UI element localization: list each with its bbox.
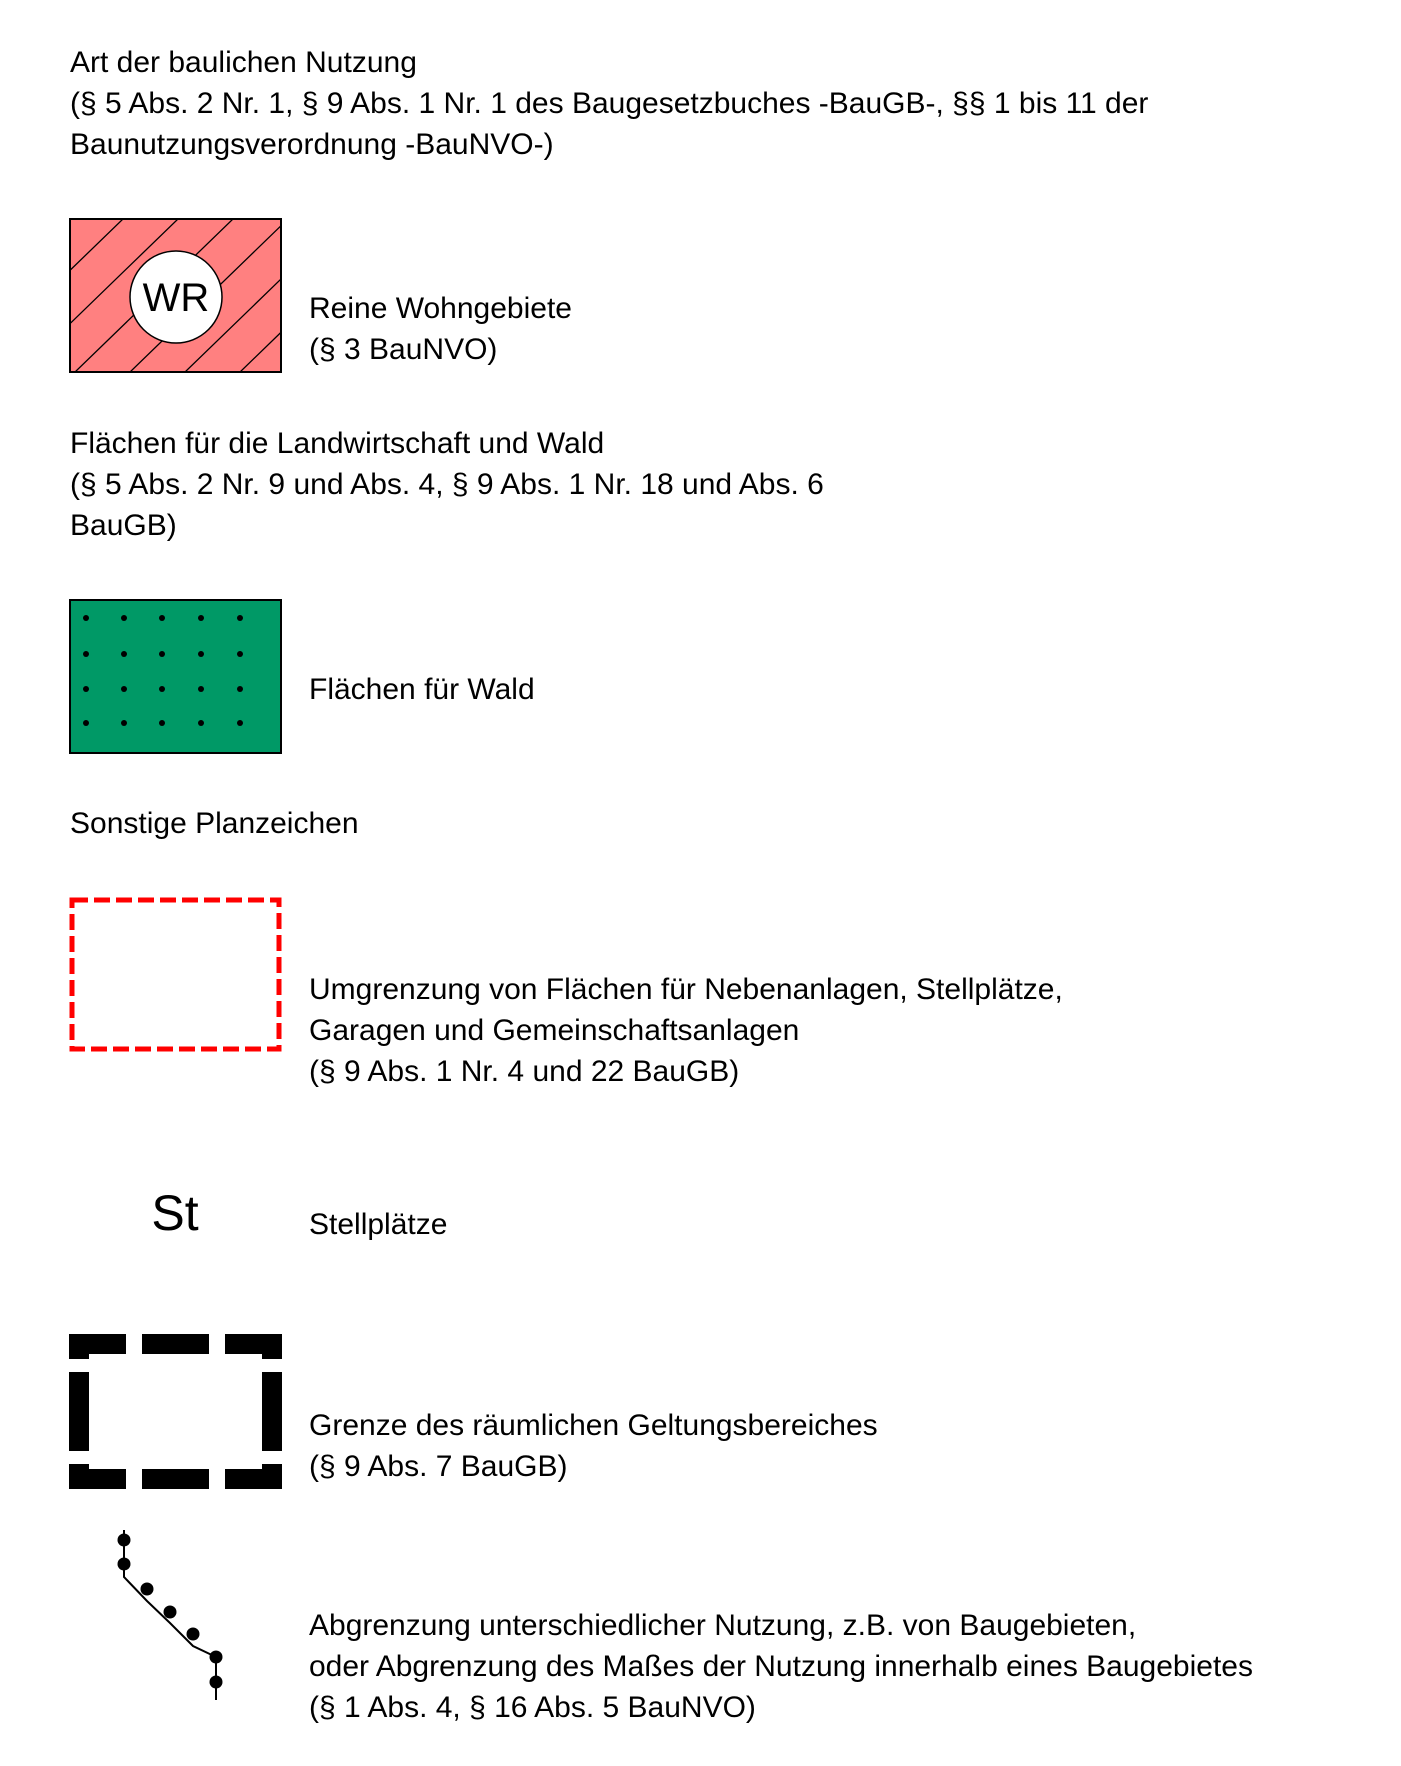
wald-fill	[70, 600, 281, 753]
wald-dot	[198, 720, 204, 726]
wr-label: Reine Wohngebiete	[309, 292, 572, 325]
wald-dot	[198, 686, 204, 692]
nebenanlagen-label-1: Umgrenzung von Flächen für Nebenanlagen, Stellplätze,	[309, 973, 1063, 1006]
wald-dot	[159, 686, 165, 692]
abgrenzung-symbol	[100, 1530, 230, 1700]
wald-dot	[237, 651, 243, 657]
wald-dot	[121, 686, 127, 692]
abgrenzung-label-2: oder Abgrenzung des Maßes der Nutzung innerhalb eines Baugebietes	[309, 1650, 1253, 1683]
wr-symbol-label: WR	[142, 276, 210, 320]
wald-dot	[159, 651, 165, 657]
abgrenzung-label-1: Abgrenzung unterschiedlicher Nutzung, z.B. von Baugebieten,	[309, 1609, 1137, 1642]
wald-dot	[83, 720, 89, 726]
wald-dot	[159, 615, 165, 621]
wald-dot	[83, 686, 89, 692]
section-heading-landwirtschaft: Flächen für die Landwirtschaft und Wald	[70, 427, 605, 460]
wr-reference: (§ 3 BauNVO)	[309, 333, 498, 366]
section-reference-landwirtschaft-2: BauGB)	[70, 509, 177, 542]
wald-dot	[237, 615, 243, 621]
wald-dot	[83, 615, 89, 621]
nebenanlagen-symbol	[69, 897, 282, 1052]
section-heading-sonstige: Sonstige Planzeichen	[70, 807, 359, 840]
wald-dot	[159, 720, 165, 726]
geltungsbereich-reference: (§ 9 Abs. 7 BauGB)	[309, 1450, 568, 1483]
abgrenzung-reference: (§ 1 Abs. 4, § 16 Abs. 5 BauNVO)	[309, 1691, 756, 1724]
section-reference-nutzung-2: Baunutzungsverordnung -BauNVO-)	[70, 128, 554, 161]
wald-dot	[198, 615, 204, 621]
geltungsbereich-symbol	[69, 1334, 282, 1489]
wr-symbol	[69, 218, 282, 373]
stellplaetze-symbol	[140, 1180, 210, 1240]
nebenanlagen-border	[72, 900, 279, 1049]
wald-dot	[237, 720, 243, 726]
stellplaetze-label: Stellplätze	[309, 1208, 448, 1241]
section-reference-nutzung-1: (§ 5 Abs. 2 Nr. 1, § 9 Abs. 1 Nr. 1 des Baugesetzbuches -BauGB-, §§ 1 bis 11 der	[70, 87, 1149, 120]
nebenanlagen-label-2: Garagen und Gemeinschaftsanlagen	[309, 1014, 800, 1047]
section-reference-landwirtschaft-1: (§ 5 Abs. 2 Nr. 9 und Abs. 4, § 9 Abs. 1 Nr. 18 und Abs. 6	[70, 468, 824, 501]
wald-dot	[121, 615, 127, 621]
wald-label: Flächen für Wald	[309, 673, 535, 706]
wald-symbol	[69, 599, 282, 754]
wald-dot	[198, 651, 204, 657]
section-heading-nutzung: Art der baulichen Nutzung	[70, 46, 417, 79]
nebenanlagen-reference: (§ 9 Abs. 1 Nr. 4 und 22 BauGB)	[309, 1055, 740, 1088]
geltungsbereich-border	[69, 1334, 282, 1489]
geltungsbereich-label: Grenze des räumlichen Geltungsbereiches	[309, 1409, 878, 1442]
abgrenzung-dots	[118, 1534, 223, 1689]
wald-dot	[121, 651, 127, 657]
wald-dot	[83, 651, 89, 657]
wald-dot	[121, 720, 127, 726]
wald-dot	[237, 686, 243, 692]
stellplaetze-symbol-label: St	[151, 1185, 199, 1240]
